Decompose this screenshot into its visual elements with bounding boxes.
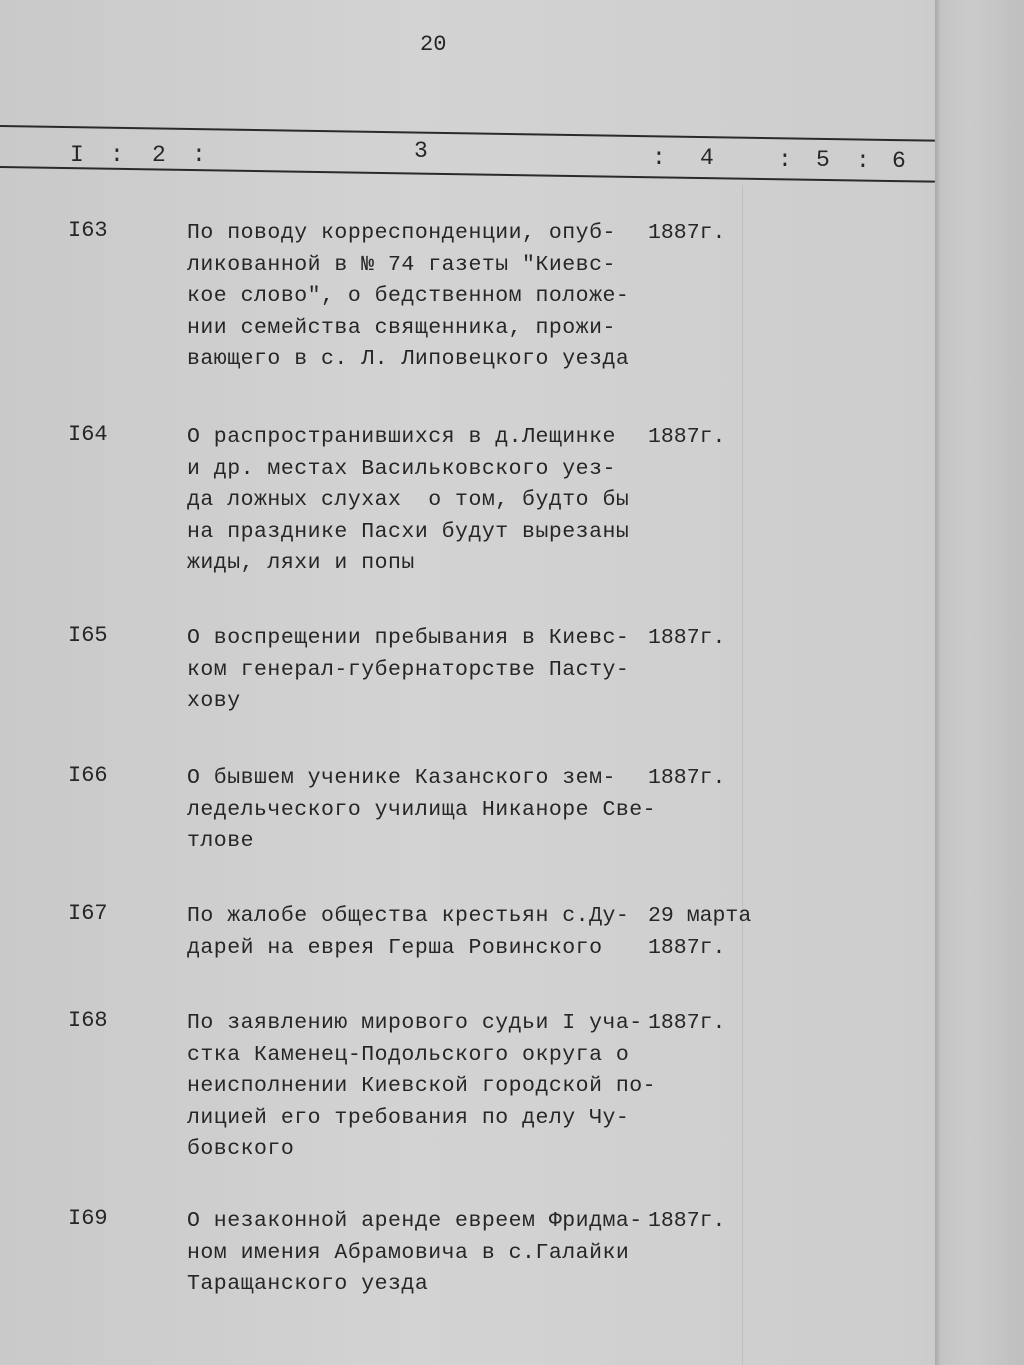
record-date: 1887г. [648,1011,726,1035]
column-header-6: 6 [892,148,906,174]
column-separator: : [192,142,206,168]
column-header-4: 4 [700,145,714,171]
record-date: 1887г. [648,425,726,449]
column-separator: : [110,142,124,168]
record-date: 1887г. [648,626,726,650]
record-title: По жалобе общества крестьян с.Ду- дарей на еврея Герша Ровинского [187,904,630,960]
column-header-1: I [70,142,84,168]
column-separator: : [778,147,792,173]
column-separator: : [856,148,870,174]
record-title: О незаконной аренде евреем Фридма- ном имения Абрамовича в с.Галайки Таращанского уезда [187,1209,643,1296]
record-title: О воспрещении пребывания в Киевс- ком генерал-губернаторстве Пасту- хову [187,626,630,713]
record-date: 29 марта 1887г. [648,904,752,960]
record-number: I69 [68,1206,108,1231]
page-number: 20 [420,32,447,57]
record-title: По поводу корреспонденции, опуб- ликованной в № 74 газеты "Киевс- кое слово", о бедственном положе- нии семейства священника, прожи- вающего в с. Л. Липовецкого уезда [187,221,630,371]
column-header-5: 5 [816,147,830,173]
column-separator: : [652,145,666,171]
column-divider [742,185,743,1365]
record-number: I65 [68,623,108,648]
record-date: 1887г. [648,221,726,245]
record-number: I63 [68,218,108,243]
column-header-2: 2 [152,142,166,168]
record-number: I67 [68,901,108,926]
record-title: О распространившихся в д.Лещинке и др. местах Васильковского уез- да ложных слухах о том, будто бы на празднике Пасхи будут вырезаны жиды, ляхи и попы [187,425,630,575]
record-date: 1887г. [648,1209,726,1233]
record-title: По заявлению мирового судьи I уча- стка Каменец-Подольского округа о неисполнении Киевской городской по- лицией его требования по делу Чу- бовского [187,1011,657,1161]
header-top-rule [0,125,935,142]
record-date: 1887г. [648,766,726,790]
header-bottom-rule [0,166,935,183]
record-number: I66 [68,763,108,788]
record-number: I68 [68,1008,108,1033]
record-number: I64 [68,422,108,447]
column-header-3: 3 [414,138,428,164]
page-edge [935,0,1024,1365]
record-title: О бывшем ученике Казанского зем- ледельческого училища Никаноре Све- тлове [187,766,657,853]
